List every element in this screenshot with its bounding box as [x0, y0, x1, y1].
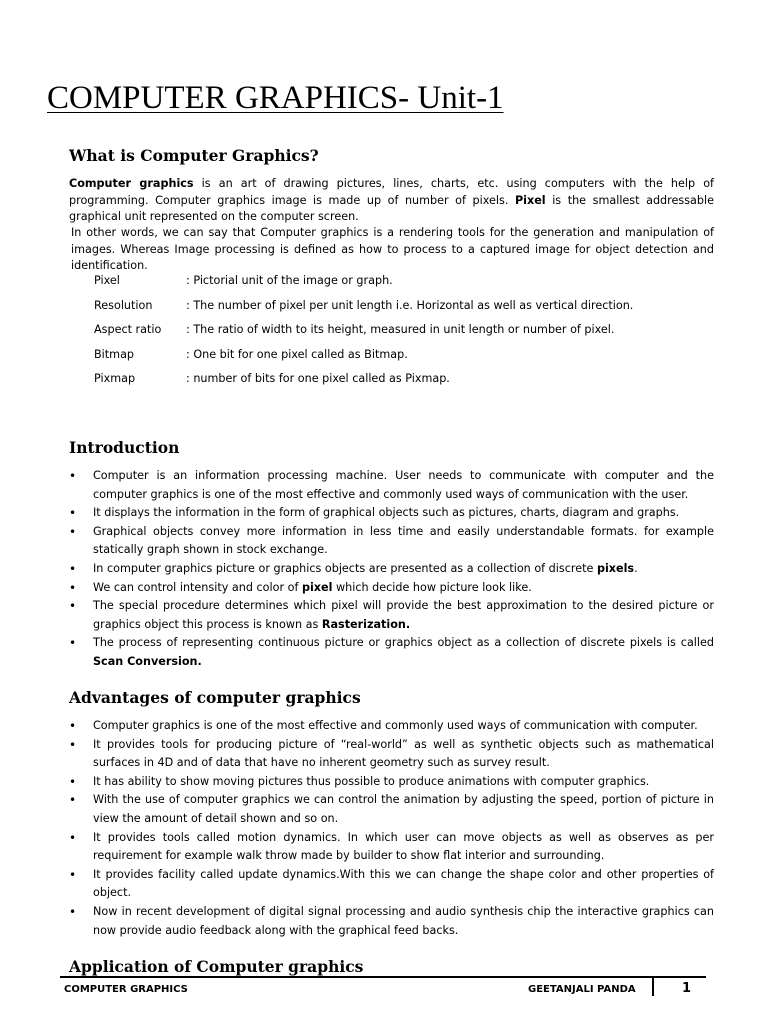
- definition-list: [94, 273, 633, 396]
- footer-divider: [652, 977, 654, 996]
- footer-author: GEETANJALI PANDA: [528, 984, 636, 995]
- section-heading-introduction: Introduction: [69, 438, 180, 457]
- definition-term: Resolution: [94, 298, 153, 312]
- footer-rule: [60, 976, 706, 978]
- list-item: • It provides facility called update dynamics.With this we can change the shape color and other properties of object.: [69, 866, 714, 903]
- page-number: 1: [682, 981, 692, 996]
- section-heading-what-is: What is Computer Graphics?: [69, 146, 319, 165]
- paragraph-text: is the smallest addressable graphical unit represented on the computer screen.: [69, 193, 714, 223]
- section-heading-application: Application of Computer graphics: [69, 957, 364, 976]
- introduction-list: [69, 467, 714, 672]
- definition-term: Pixel: [94, 274, 120, 287]
- definition-desc: : number of bits for one pixel called as Pixmap.: [186, 372, 450, 385]
- list-item: • It displays the information in the form of graphical objects such as pictures, charts, diagram and graphs.: [69, 504, 714, 523]
- list-item: • Computer graphics is one of the most effective and commonly used ways of communication with computer.: [69, 717, 714, 736]
- definition-term: Pixmap: [94, 372, 136, 385]
- definition-desc: : One bit for one pixel called as Bitmap.: [186, 347, 408, 361]
- definition-item: [94, 347, 633, 372]
- term-pixels: pixels: [596, 561, 635, 575]
- page-title: COMPUTER GRAPHICS- Unit-1: [47, 80, 504, 116]
- list-item-text: which decide how picture look like.: [332, 580, 532, 594]
- list-item-text: We can control intensity and color of: [93, 580, 302, 594]
- definition-item: [94, 273, 633, 298]
- definition-desc: : Pictorial unit of the image or graph.: [186, 274, 393, 287]
- list-item: • It provides tools for producing picture of “real-world” as well as synthetic objects such as mathematical surfaces in 4D and of data that have no inherent geometry such as survey result.: [69, 736, 714, 773]
- list-item-text: .: [634, 561, 638, 575]
- definition-term: Bitmap: [94, 347, 135, 361]
- term-scan-conversion: Scan Conversion.: [93, 654, 202, 668]
- term-pixel: Pixel: [514, 193, 546, 207]
- list-item: • With the use of computer graphics we can control the animation by adjusting the speed, portion of picture in view the amount of detail shown and so on.: [69, 791, 714, 828]
- term-rasterization: Rasterization.: [321, 617, 411, 631]
- list-item: • Computer is an information processing machine. User needs to communicate with computer and the computer graphics is one of the most effective and commonly used ways of communication with the user.: [69, 467, 714, 504]
- definition-item: [94, 298, 633, 323]
- list-item-text: In computer graphics picture or graphics objects are presented as a collection of discrete: [93, 561, 597, 575]
- term-pixel: pixel: [301, 580, 333, 594]
- paragraph-definition: [69, 176, 714, 226]
- list-item: [69, 634, 714, 671]
- list-item: [69, 597, 714, 634]
- list-item: • It provides tools called motion dynamics. In which user can move objects as well as observes as per requirement for example walk throw made by builder to show flat interior and surrounding.: [69, 829, 714, 866]
- paragraph-text: is an art of drawing pictures, lines, charts, etc. using computers with the help of programming. Computer graphics image is made up of number of pixels.: [69, 177, 714, 207]
- list-item-text: The process of representing continuous picture or graphics object as a collection of discrete pixels is called: [93, 636, 714, 650]
- list-item: • Now in recent development of digital signal processing and audio synthesis chip the interactive graphics can now provide audio feedback along with the graphical feed backs.: [69, 903, 714, 940]
- list-item: • It has ability to show moving pictures thus possible to produce animations with computer graphics.: [69, 773, 714, 792]
- list-item: • Graphical objects convey more information in less time and easily understandable formats. for example statically graph shown in stock exchange.: [69, 523, 714, 560]
- definition-item: [94, 371, 633, 396]
- term-computer-graphics: Computer graphics: [69, 177, 194, 190]
- list-item: [69, 560, 714, 579]
- advantages-list: [69, 717, 714, 940]
- definition-desc: : The ratio of width to its height, measured in unit length or number of pixel.: [186, 323, 615, 336]
- section-heading-advantages: Advantages of computer graphics: [69, 688, 361, 707]
- definition-term: Aspect ratio: [94, 323, 162, 336]
- list-item: [69, 579, 714, 598]
- footer-course-name: COMPUTER GRAPHICS: [64, 984, 188, 995]
- paragraph-other-words: In other words, we can say that Computer graphics is a rendering tools for the generation and manipulation of images. Whereas Image processing is defined as how to process to a captured image for object detection and identification.: [71, 226, 714, 272]
- definition-item: [94, 322, 633, 347]
- list-item-text: The special procedure determines which pixel will provide the best approximation to the desired picture or graphics object this process is known as: [93, 599, 714, 631]
- definition-desc: : The number of pixel per unit length i.e. Horizontal as well as vertical direction.: [186, 298, 634, 312]
